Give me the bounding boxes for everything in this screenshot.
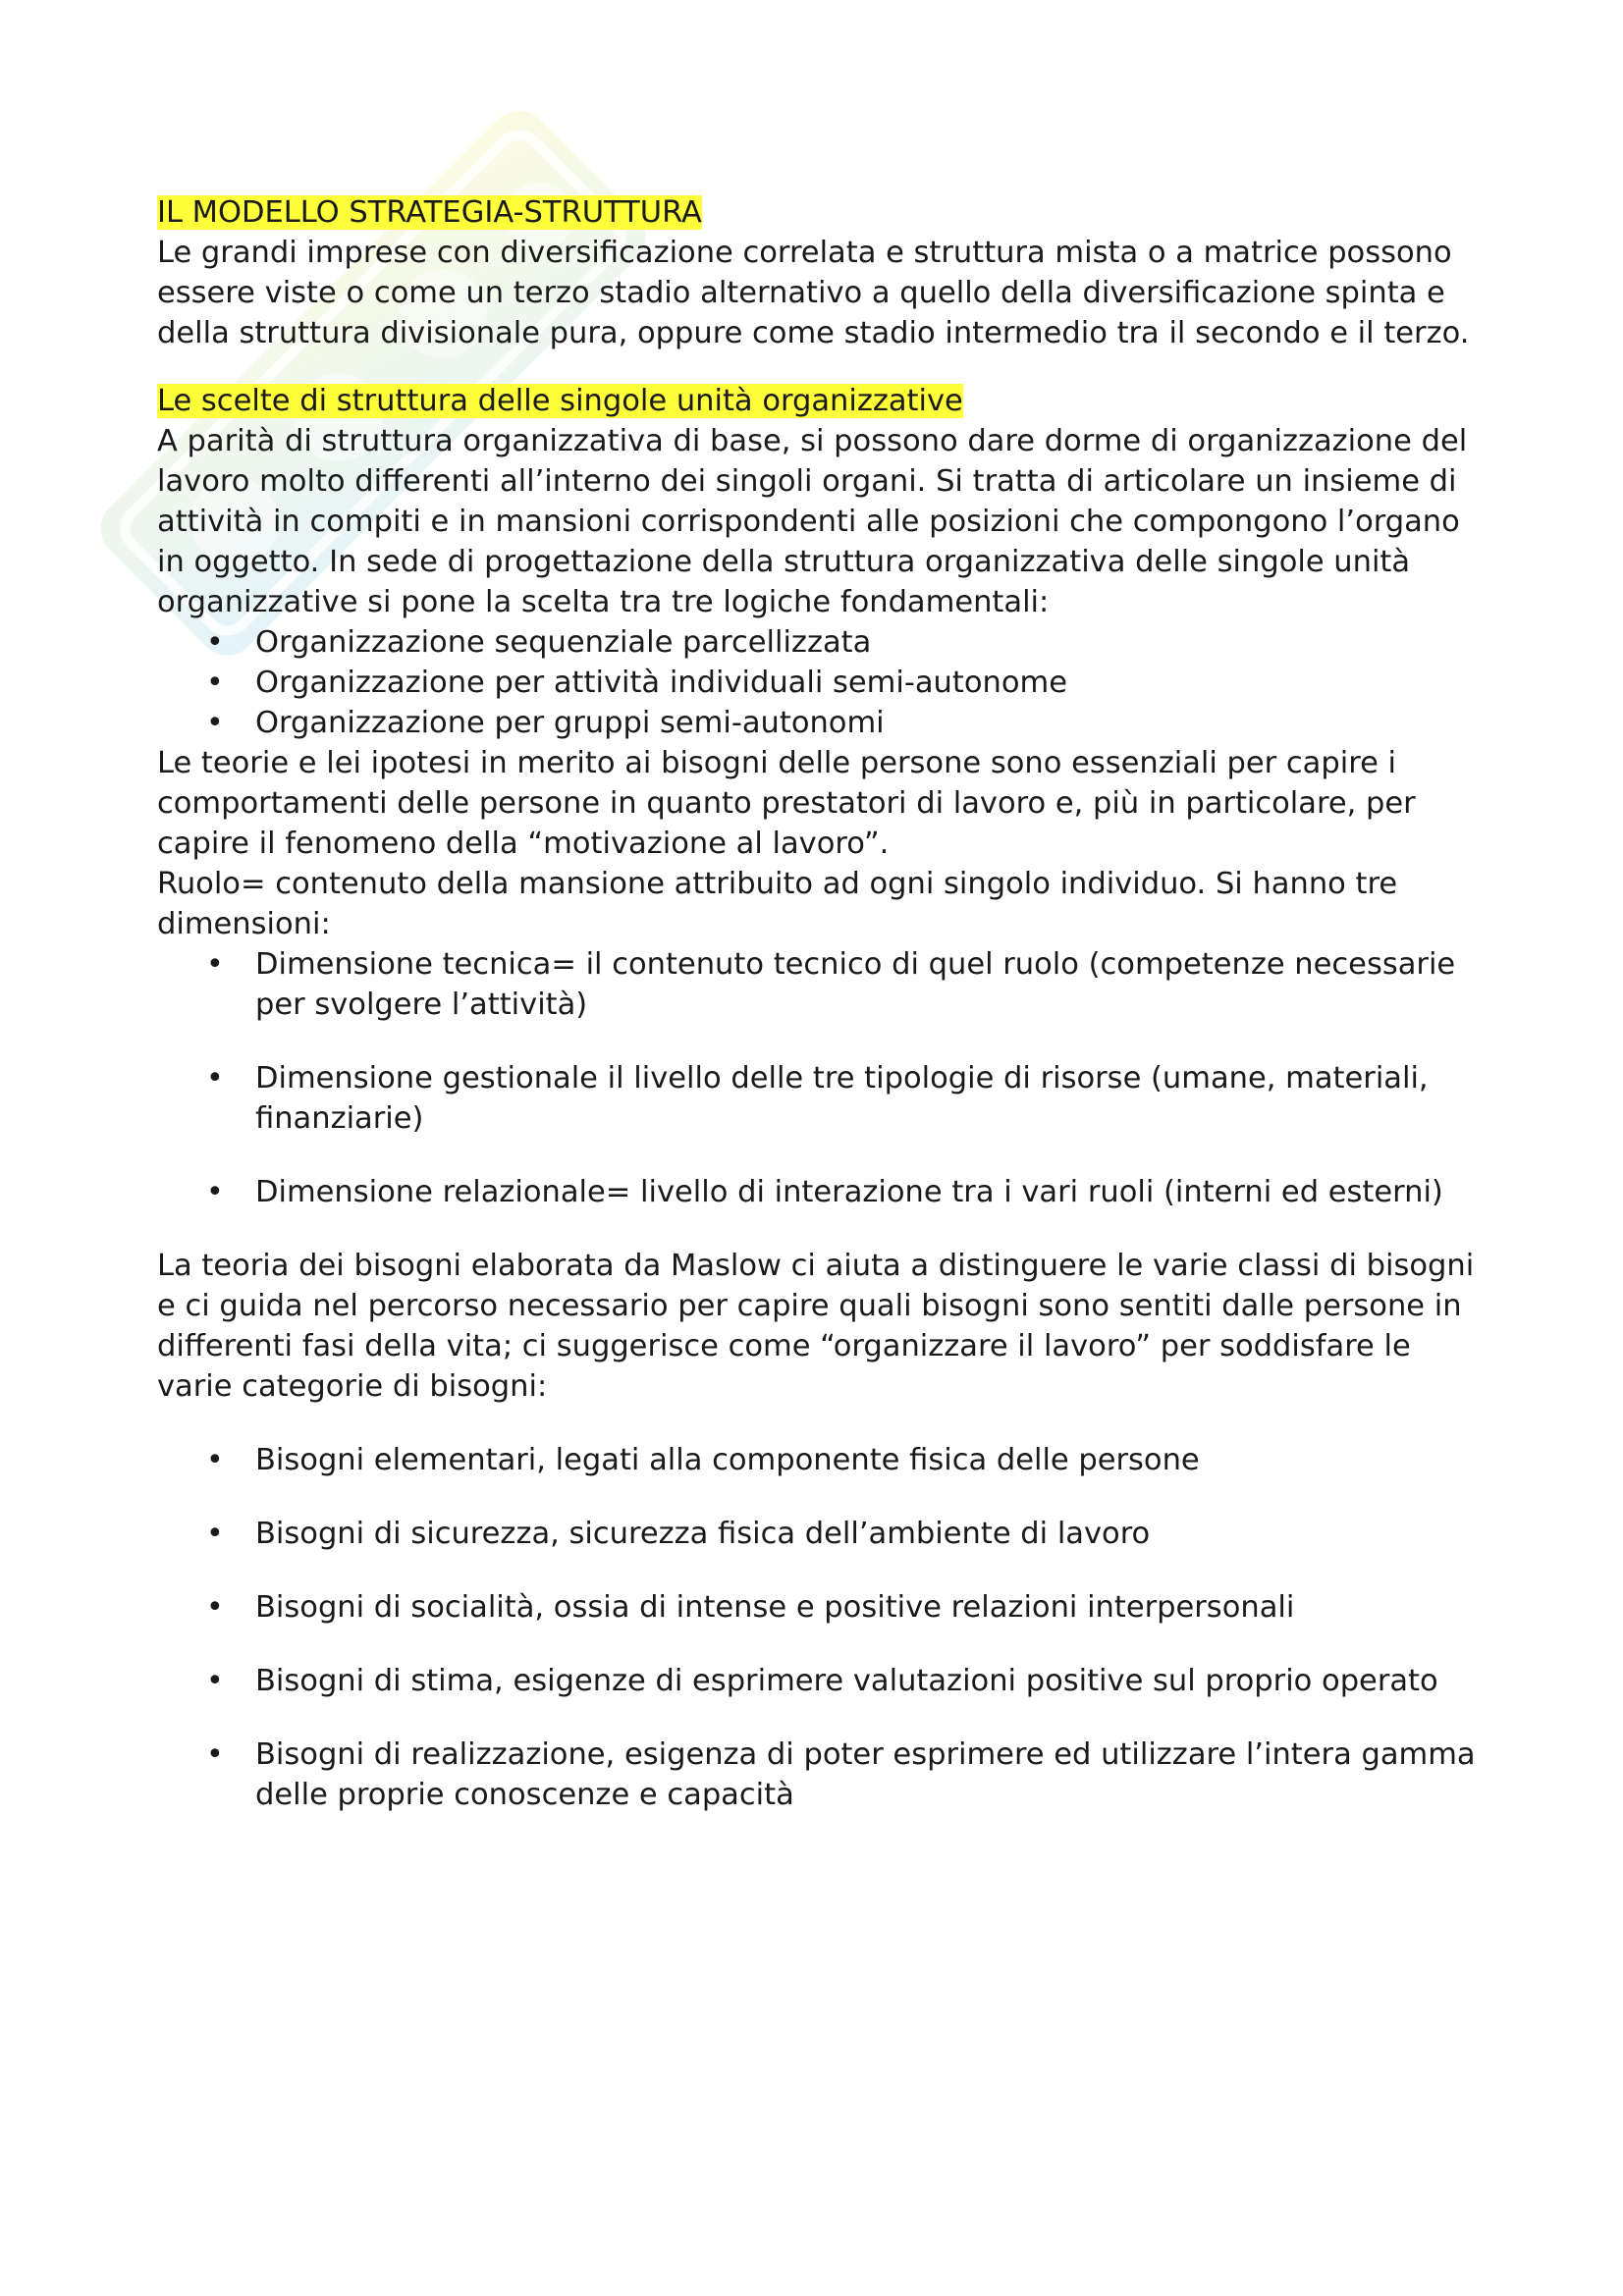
- paragraph-scelte: A parità di struttura organizzativa di base, si possono dare dorme di organizzazione del lavoro molto differenti all’interno dei singoli organi. Si tratta di articolare un insieme di attività in compiti e in mansioni corrispondenti alle posizioni che compongono l’organo in oggetto. In sede di progettazione della struttura organizzativa delle singole unità organizzative si pone la scelta tra tre logiche fondamentali:: [157, 424, 1468, 619]
- document-page: [157, 192, 1492, 1815]
- paragraph-teorie: Le teorie e lei ipotesi in merito ai bisogni delle persone sono essenziali per capire i comportamenti delle persone in quanto prestatori di lavoro e, più in particolare, per capire il fenomeno della “motivazione al lavoro”.: [157, 746, 1416, 861]
- list-item: • Bisogni di sicurezza, sicurezza fisica dell’ambiente di lavoro: [157, 1514, 1492, 1554]
- list-item: • Organizzazione per gruppi semi-autonomi: [157, 703, 1492, 743]
- list-item: • Dimensione tecnica= il contenuto tecnico di quel ruolo (competenze necessarie per svolgere l’attività): [157, 944, 1492, 1025]
- title-highlight: Le scelte di struttura delle singole unità organizzative: [157, 384, 963, 418]
- paragraph-modello: Le grandi imprese con diversificazione correlata e struttura mista o a matrice possono essere viste o come un terzo stadio alternativo a quello della diversificazione spinta e della struttura divisionale pura, oppure come stadio intermedio tra il secondo e il terzo.: [157, 236, 1470, 350]
- list-item: • Bisogni di realizzazione, esigenza di poter esprimere ed utilizzare l’intera gamma delle proprie conoscenze e capacità: [157, 1735, 1492, 1815]
- dimensions-list: [157, 944, 1492, 1212]
- list-item: • Dimensione relazionale= livello di interazione tra i vari ruoli (interni ed esterni): [157, 1172, 1492, 1212]
- section-title-modello: [157, 192, 1492, 233]
- logics-list: [157, 622, 1492, 743]
- list-item: • Dimensione gestionale il livello delle tre tipologie di risorse (umane, materiali, finanziarie): [157, 1058, 1492, 1139]
- title-highlight: IL MODELLO STRATEGIA-STRUTTURA: [157, 195, 702, 230]
- section-title-scelte: [157, 381, 1492, 421]
- paragraph-maslow: La teoria dei bisogni elaborata da Maslow ci aiuta a distinguere le varie classi di bisogni e ci guida nel percorso necessario per capire quali bisogni sono sentiti dalle persone in differenti fasi della vita; ci suggerisce come “organizzare il lavoro” per soddisfare le varie categorie di bisogni:: [157, 1249, 1475, 1404]
- list-item: • Organizzazione sequenziale parcellizzata: [157, 622, 1492, 663]
- list-item: • Bisogni di stima, esigenze di esprimere valutazioni positive sul proprio operato: [157, 1661, 1492, 1701]
- list-item: • Bisogni di socialità, ossia di intense e positive relazioni interpersonali: [157, 1587, 1492, 1628]
- needs-list: [157, 1440, 1492, 1815]
- list-item: • Bisogni elementari, legati alla componente fisica delle persone: [157, 1440, 1492, 1480]
- paragraph-ruolo: Ruolo= contenuto della mansione attribuito ad ogni singolo individuo. Si hanno tre dimensioni:: [157, 867, 1398, 941]
- list-item: • Organizzazione per attività individuali semi-autonome: [157, 663, 1492, 703]
